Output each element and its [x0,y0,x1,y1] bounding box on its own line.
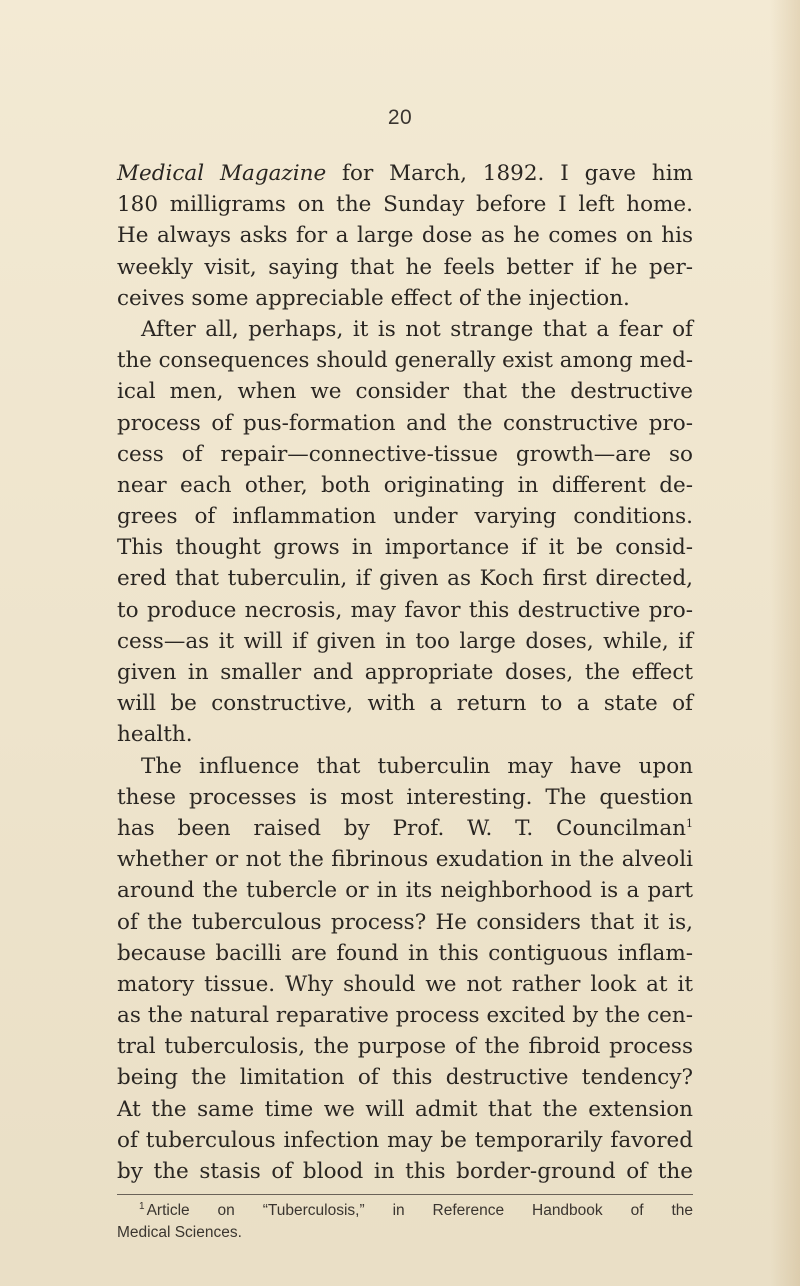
text-line: Medical Magazine for March, 1892. I gave him [117,161,693,186]
footnote-divider [117,1194,693,1195]
text-line: process of pus-formation and the constructive pro- [117,410,693,436]
text-line: tral tuberculosis, the purpose of the fibroid process [117,1034,693,1060]
text-line: as the natural reparative process excited by the cen- [117,1003,693,1029]
text-line: of the tuberculous process? He considers that it is, [117,909,693,935]
paragraph-start-line: The influence that tuberculin may have upon [141,753,693,779]
footnote-line: Medical Sciences. [117,1224,242,1241]
paragraph-start-line: After all, perhaps, it is not strange that a fear of [141,316,693,342]
text-line: 180 milligrams on the Sunday before I left home. [117,192,693,218]
text-line: At the same time we will admit that the extension [117,1096,693,1122]
text-line: ered that tuberculin, if given as Koch first directed, [117,566,693,592]
text-line: by the stasis of blood in this border-ground of the [117,1159,693,1184]
text-line: ical men, when we consider that the destructive [117,379,693,405]
footnote-line: $^1$ Article on “Tuberculosis,” in Reference Handbook of the [139,1201,693,1219]
body-text [117,158,693,1187]
text-line: to produce necrosis, may favor this destructive pro- [117,597,693,623]
text-line: weekly visit, saying that he feels better if he per- [117,254,693,280]
journal-title: Medical Magazine [117,161,327,186]
text-line: will be constructive, with a return to a state of [117,691,693,717]
text-line: He always asks for a large dose as he comes on his [117,223,693,249]
text-line: matory tissue. Why should we not rather look at it [117,971,693,997]
text-line: ceives some appreciable effect of the injection. [117,285,630,311]
footnote-marker: 1 [139,1201,145,1212]
text-line: given in smaller and appropriate doses, the effect [117,660,693,685]
text-line: has been raised by Prof. W. T. Councilman$^1$ [117,815,693,841]
text-line: around the tubercle or in its neighborhood is a part [117,878,693,904]
text-line: whether or not the fibrinous exudation in the alveoli [117,847,693,873]
text-line: cess—as it will if given in too large doses, while, if [117,628,693,654]
text-line: This thought grows in importance if it be consid- [117,535,693,561]
text-line: grees of inflammation under varying conditions. [117,504,693,530]
footnote-reference[interactable]: 1 [686,816,693,830]
text-line: these processes is most interesting. The question [117,784,693,810]
page-number: 20 [387,106,413,129]
text-line: the consequences should generally exist among med- [117,348,693,374]
text-line: cess of repair—connective-tissue growth—are so [117,441,693,467]
text-line: near each other, both originating in different de- [117,472,693,498]
text-line: health. [117,722,193,748]
text-line: of tuberculous infection may be temporarily favored [117,1127,693,1153]
text-line: being the limitation of this destructive tendency? [117,1065,693,1091]
footnote [117,1200,693,1244]
text-line: because bacilli are found in this contiguous inflam- [117,940,693,966]
